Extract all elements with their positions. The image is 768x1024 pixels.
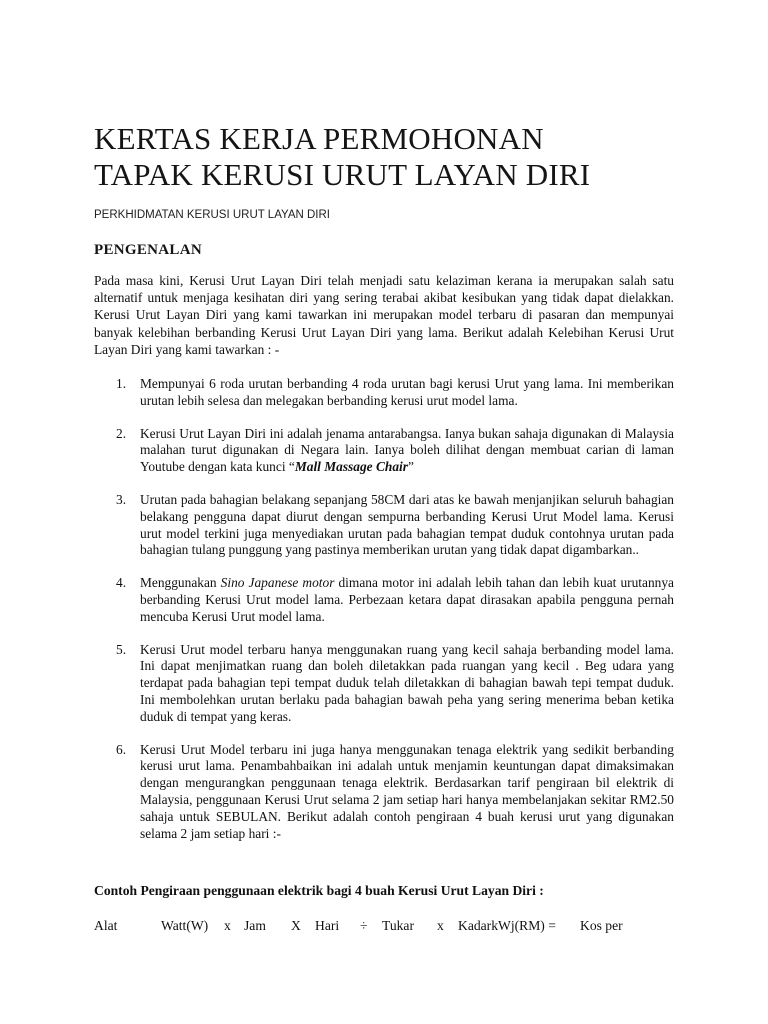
title-line-2: TAPAK KERUSI URUT LAYAN DIRI	[94, 157, 591, 192]
calc-header-times-1: x	[224, 918, 231, 933]
search-keyword: Mall Massage Chair	[294, 459, 408, 475]
calc-header-divide: ÷	[360, 918, 368, 933]
document-subtitle: PERKHIDMATAN KERUSI URUT LAYAN DIRI	[94, 209, 330, 221]
list-item-text: Mempunyai 6 roda urutan berbanding 4 roda urutan bagi kerusi Urut yang lama. Ini memberikan urutan lebih selesa dan melegakan berbanding kerusi urut model lama.	[140, 376, 674, 408]
list-item	[94, 492, 674, 559]
calculation-header-row	[94, 918, 694, 936]
title-line-1: KERTAS KERJA PERMOHONAN	[94, 121, 544, 156]
calc-header-watt: Watt(W)	[161, 918, 209, 933]
list-item-text-end: dimana motor ini adalah lebih tahan dan lebih kuat urutannya berbanding Kerusi Urut model lama. Perbezaan ketara dapat dirasakan apabila pengguna pernah mencuba Kerusi Urut model lama.	[140, 575, 674, 624]
calc-header-jam: Jam	[244, 918, 266, 933]
list-item	[94, 642, 674, 726]
calc-header-hari: Hari	[315, 918, 340, 933]
list-item-number: 6.	[116, 741, 127, 757]
calculation-title: Contoh Pengiraan penggunaan elektrik bagi 4 buah Kerusi Urut Layan Diri :	[94, 883, 544, 898]
calc-header-times-2: X	[291, 918, 301, 933]
advantages-list	[94, 376, 674, 842]
list-item	[94, 742, 674, 843]
calc-header-alat: Alat	[94, 918, 118, 933]
section-heading: PENGENALAN	[94, 242, 203, 258]
list-item	[94, 575, 674, 625]
calc-header-tukar: Tukar	[382, 918, 414, 933]
list-item-text: Urutan pada bahagian belakang sepanjang 58CM dari atas ke bawah menjanjikan seluruh bahagian belakang pengguna dapat diurut dengan sempurna berbanding Kerusi Urut Model lama. Kerusi urut model terkini juga menyediakan urutan pada bahagian tempat duduk contohnya urutan pada bahagian tulang punggung yang pastinya memberikan urutan yang tidak dapat digambarkan..	[140, 491, 674, 558]
intro-paragraph: Pada masa kini, Kerusi Urut Layan Diri telah menjadi satu kelaziman kerana ia merupakan salah satu alternatif untuk menjaga kesihatan diri yang sering terabai akibat kesibukan yang tidak dapat dielakkan. Kerusi Urut Layan Diri yang kami tawarkan ini merupakan model terbaru di pasaran dan mempunyai banyak kelebihan berbanding Kerusi Urut Layan Diri yang lama. Berikut adalah Kelebihan Kerusi Urut Layan Diri yang kami tawarkan : -	[94, 273, 674, 357]
calc-header-kadar: KadarkWj(RM) =	[458, 918, 556, 933]
document-title	[94, 121, 714, 193]
list-item	[94, 426, 674, 476]
list-item-number: 3.	[116, 491, 127, 507]
list-item-number: 1.	[116, 376, 127, 391]
list-item-text: Kerusi Urut Layan Diri ini adalah jenama antarabangsa. Ianya bukan sahaja digunakan di Malaysia malahan turut digunakan di Negara lain. Ianya boleh dilihat dengan membuat carian di laman Youtube dengan kata kunci “	[140, 425, 674, 475]
calc-header-kos: Kos per	[580, 918, 623, 933]
list-item	[94, 376, 674, 410]
list-item-text-end: ”	[407, 459, 414, 475]
list-item-text: Menggunakan	[140, 575, 221, 591]
list-item-number: 4.	[116, 575, 127, 591]
calc-header-times-3: x	[437, 918, 444, 933]
motor-name: Sino Japanese motor	[220, 575, 335, 591]
list-item-number: 2.	[116, 425, 127, 441]
list-item-number: 5.	[116, 641, 127, 657]
list-item-text: Kerusi Urut model terbaru hanya menggunakan ruang yang kecil sahaja berbanding model lama. Ini dapat menjimatkan ruang dan boleh diletakkan pada ruangan yang kecil . Beg udara yang terdapat pada bahagian tepi tempat duduk telah diletakkan di bahagian bawah tepi tempat duduk. Ini membolehkan urutan berlaku pada bahagian bawah peha yang sering menerima beban ketika duduk di tempat yang keras.	[140, 641, 674, 724]
list-item-text: Kerusi Urut Model terbaru ini juga hanya menggunakan tenaga elektrik yang sedikit berbanding kerusi urut lama. Penambahbaikan ini adalah untuk menjamin keuntungan dapat dimaksimakan dengan mengurangkan penggunaan tenaga elektrik. Berdasarkan tarif pengiraan bil elektrik di Malaysia, penggunaan Kerusi Urut selama 2 jam setiap hari hanya membelanjakan sekitar RM2.50 sahaja untuk SEBULAN. Berikut adalah contoh pengiraan 4 buah kerusi urut yang digunakan selama 2 jam setiap hari :-	[140, 741, 674, 841]
